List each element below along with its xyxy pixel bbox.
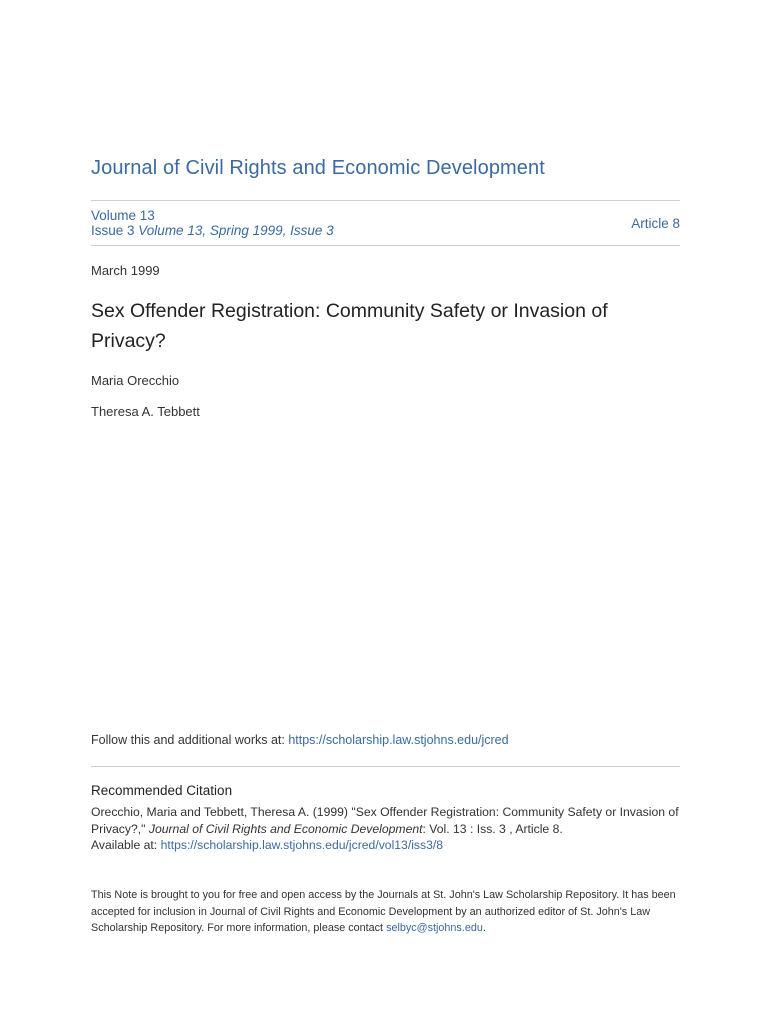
journal-title-link[interactable]: Journal of Civil Rights and Economic Development <box>91 157 545 179</box>
author-name: Theresa A. Tebbett <box>91 404 200 419</box>
cover-page <box>91 0 680 1024</box>
note-end: . <box>482 922 486 934</box>
citation-part2: : Vol. 13 : Iss. 3 , Article 8. <box>422 821 563 836</box>
volume-link[interactable]: Volume 13 <box>91 208 155 223</box>
divider-mid <box>91 245 680 246</box>
available-label: Available at: <box>91 838 161 852</box>
volume-issue-block <box>91 208 334 238</box>
follow-line <box>91 733 509 747</box>
article-title: Sex Offender Registration: Community Safety or Invasion of Privacy? <box>91 300 608 352</box>
divider-top <box>91 200 680 201</box>
citation-url-link[interactable]: https://scholarship.law.stjohns.edu/jcred/vol13/iss3/8 <box>160 838 444 852</box>
author-name: Maria Orecchio <box>91 373 180 388</box>
issue-line <box>91 223 334 238</box>
contact-email-link[interactable]: selbyc@stjohns.edu <box>386 922 483 934</box>
access-note <box>91 887 680 937</box>
note-text: This Note is brought to you for free and open access by the Journals at St. John's Law Scholarship Repository. It has been accepted for inclusion in Journal of Civil Rights and Economic Development by an authorized editor of St. John's Law Scholarship Repository. For more information, please contact <box>91 889 676 934</box>
citation-journal: Journal of Civil Rights and Economic Development <box>148 821 423 836</box>
article-number-link[interactable]: Article 8 <box>631 216 680 231</box>
follow-label: Follow this and additional works at: <box>91 733 289 747</box>
divider-bottom <box>91 766 680 767</box>
collection-link[interactable]: https://scholarship.law.stjohns.edu/jcred <box>288 733 509 747</box>
issue-link[interactable]: Issue 3 <box>91 223 135 238</box>
citation-text <box>91 804 680 854</box>
recommended-citation-heading: Recommended Citation <box>91 783 233 798</box>
issue-detail-link[interactable]: Volume 13, Spring 1999, Issue 3 <box>138 223 334 238</box>
publication-date: March 1999 <box>91 263 160 278</box>
citation-part1: Orecchio, Maria and Tebbett, Theresa A. (1999) "Sex Offender Registration: Community Safety or Invasion of Privacy?," <box>91 805 679 836</box>
